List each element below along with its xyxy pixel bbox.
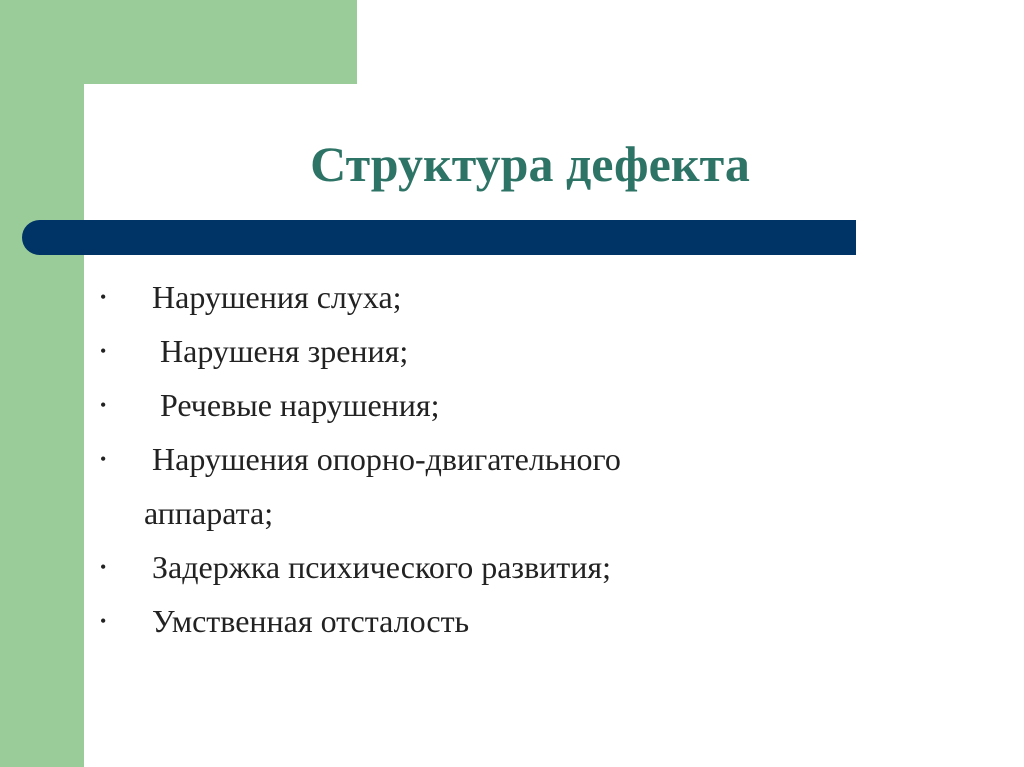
bullet-icon: • xyxy=(100,611,107,631)
bullet-icon: • xyxy=(100,341,107,361)
bullet-icon: • xyxy=(100,449,107,469)
list-item-text: Нарушеня зрения; xyxy=(152,333,409,369)
list-item-text: Умственная отсталость xyxy=(152,603,470,639)
bullet-icon: • xyxy=(100,395,107,415)
rounded-content-corner xyxy=(84,84,144,144)
green-side-band xyxy=(0,0,84,767)
list-item xyxy=(100,594,800,648)
list-item-text: Речевые нарушения; xyxy=(152,387,440,423)
list-item xyxy=(100,270,800,324)
bullet-icon: • xyxy=(100,557,107,577)
bullet-list xyxy=(100,270,800,648)
slide-title: Структура дефекта xyxy=(310,136,750,192)
list-item xyxy=(100,432,800,540)
list-item xyxy=(100,540,800,594)
list-item-text: Нарушения опорно-двигательного аппарата; xyxy=(144,441,629,531)
list-item-text: Нарушения слуха; xyxy=(152,279,402,315)
list-item xyxy=(100,324,800,378)
green-top-band xyxy=(0,0,357,84)
bullet-icon: • xyxy=(100,287,107,307)
list-item xyxy=(100,378,800,432)
list-item-text: Задержка психического развития; xyxy=(152,549,612,585)
title-divider-bar xyxy=(22,220,856,255)
